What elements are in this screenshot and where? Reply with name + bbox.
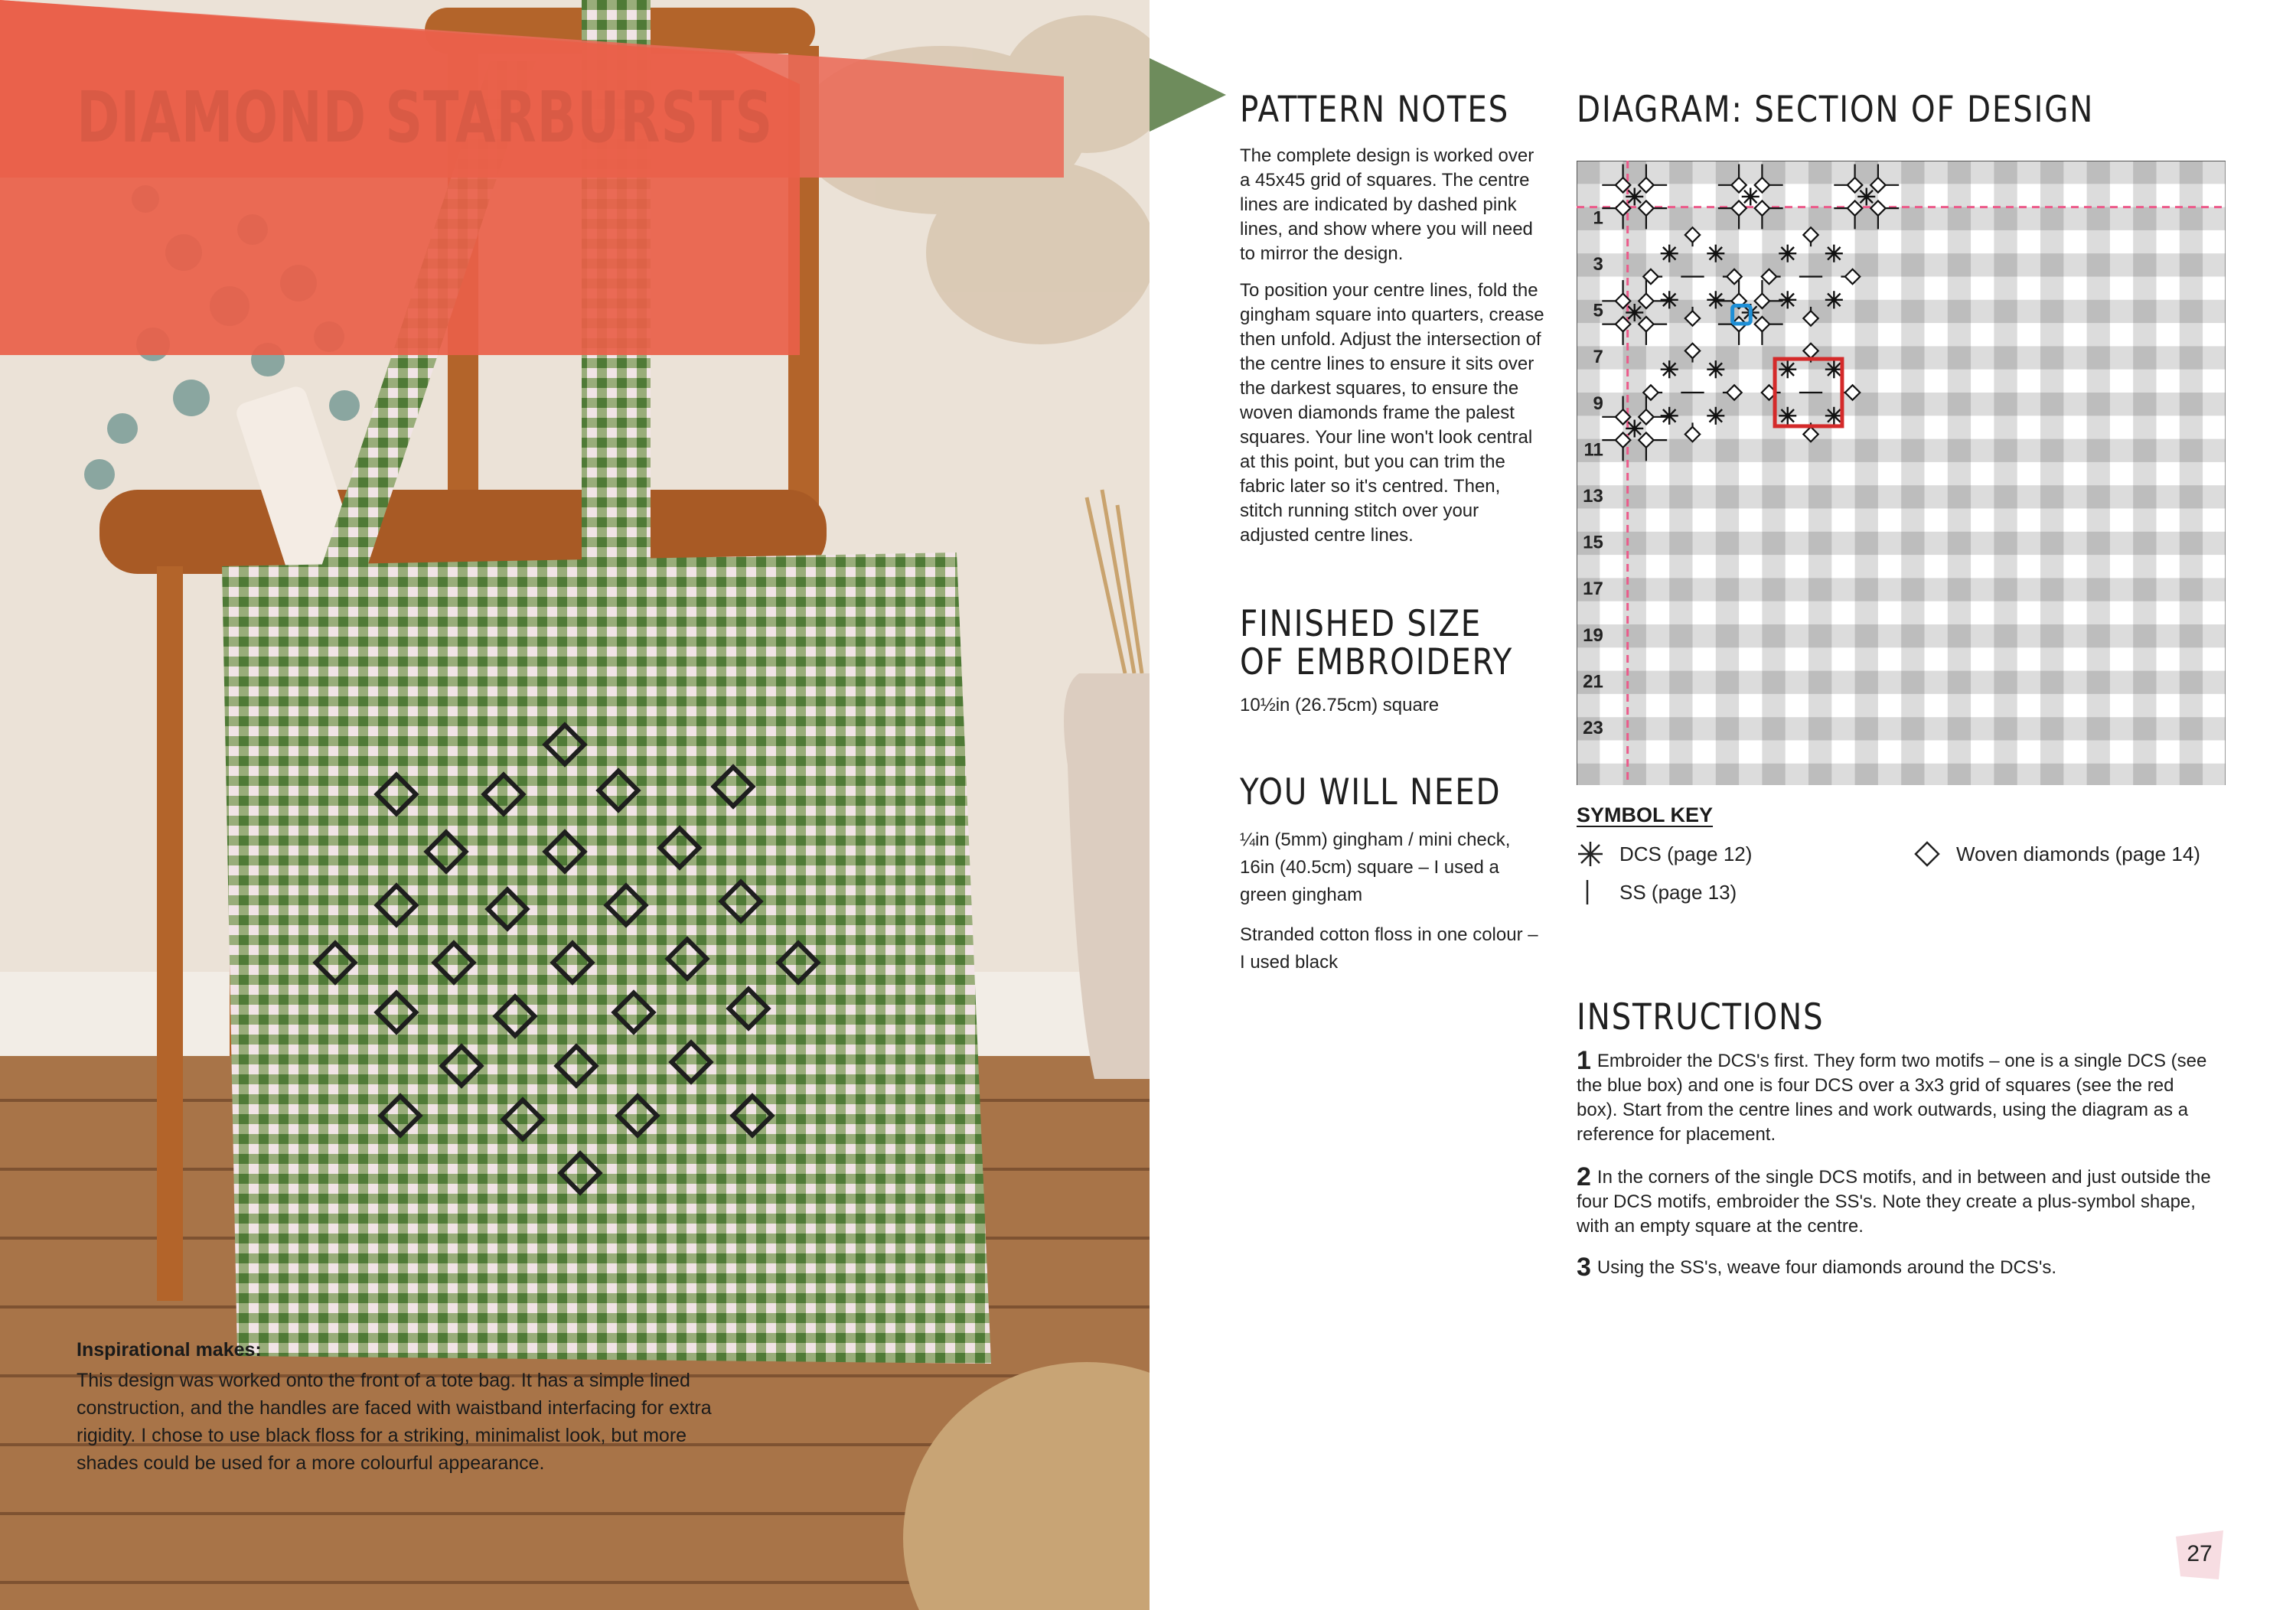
diagram-dark-square bbox=[1948, 207, 1971, 230]
diagram-dark-square bbox=[2087, 253, 2110, 276]
diagram-dark-square bbox=[2133, 253, 2156, 276]
diagram-dark-square bbox=[1994, 717, 2017, 740]
dcs-stitch bbox=[1661, 245, 1678, 262]
diagram-dark-square bbox=[1948, 717, 1971, 740]
diagram-dark-square bbox=[1994, 346, 2017, 369]
pattern-diagram-grid bbox=[1577, 161, 2226, 785]
diagram-dark-square bbox=[2040, 764, 2063, 785]
diagram-dark-square bbox=[1994, 532, 2017, 555]
dcs-stitch bbox=[1825, 407, 1843, 425]
diagram-dark-square bbox=[1577, 161, 1600, 184]
diagram-dark-square bbox=[2087, 624, 2110, 647]
diagram-dark-square bbox=[1901, 485, 1924, 508]
diagram-dark-square bbox=[1669, 207, 1692, 230]
diagram-dark-square bbox=[2040, 439, 2063, 462]
dcs-stitch bbox=[1707, 291, 1724, 308]
diagram-dark-square bbox=[2180, 161, 2203, 184]
tote-bag-body bbox=[222, 552, 991, 1364]
diagram-dark-square bbox=[2040, 671, 2063, 694]
dcs-stitch bbox=[1626, 304, 1643, 321]
diagram-dark-square bbox=[1762, 532, 1785, 555]
diagram-dark-square bbox=[2133, 717, 2156, 740]
dcs-stitch bbox=[1707, 407, 1724, 425]
dcs-stitch bbox=[1779, 245, 1796, 262]
pattern-diagram bbox=[1577, 161, 2226, 785]
diagram-dark-square bbox=[1669, 578, 1692, 601]
diagram-dark-square bbox=[1716, 764, 1739, 785]
diagram-dark-square bbox=[2087, 393, 2110, 416]
diagram-dark-square bbox=[1901, 532, 1924, 555]
diagram-dark-square bbox=[2040, 346, 2063, 369]
dcs-stitch bbox=[1779, 291, 1796, 308]
diagram-dark-square bbox=[1901, 300, 1924, 323]
instruction-step bbox=[1577, 1162, 2219, 1239]
diagram-dark-square bbox=[1948, 346, 1971, 369]
diagram-dark-square bbox=[2133, 393, 2156, 416]
diagram-dark-square bbox=[1855, 578, 1878, 601]
diagram-dark-square bbox=[1808, 485, 1831, 508]
diagram-dark-square bbox=[1901, 671, 1924, 694]
diagram-dark-square bbox=[2087, 485, 2110, 508]
diagram-dark-square bbox=[1855, 764, 1878, 785]
diagram-row-label: 15 bbox=[1583, 532, 1603, 553]
dcs-stitch bbox=[1857, 187, 1875, 205]
diagram-dark-square bbox=[1808, 439, 1831, 462]
instruction-step bbox=[1577, 1255, 2219, 1280]
diagram-row-label: 1 bbox=[1593, 207, 1603, 229]
diagram-dark-square bbox=[2180, 393, 2203, 416]
diagram-dark-square bbox=[1994, 439, 2017, 462]
diagram-dark-square bbox=[1994, 671, 2017, 694]
diagram-dark-square bbox=[1623, 485, 1646, 508]
dcs-stitch bbox=[1779, 360, 1796, 378]
diagram-dark-square bbox=[1716, 439, 1739, 462]
diagram-dark-square bbox=[2180, 624, 2203, 647]
diagram-dark-square bbox=[2180, 578, 2203, 601]
diagram-dark-square bbox=[1762, 624, 1785, 647]
diagram-dark-square bbox=[1994, 207, 2017, 230]
pattern-notes-heading: PATTERN NOTES bbox=[1240, 89, 1509, 131]
diagram-dark-square bbox=[2087, 300, 2110, 323]
diagram-dark-square bbox=[1808, 764, 1831, 785]
diagram-dark-square bbox=[2087, 578, 2110, 601]
instruction-number: 3 bbox=[1577, 1253, 1591, 1282]
you-will-need-item: Stranded cotton floss in one colour – I used black bbox=[1240, 924, 1538, 973]
diagram-dark-square bbox=[1994, 161, 2017, 184]
diagram-row-label: 21 bbox=[1583, 671, 1603, 693]
diagram-dark-square bbox=[1948, 578, 1971, 601]
diagram-dark-square bbox=[1994, 624, 2017, 647]
diagram-dark-square bbox=[1762, 485, 1785, 508]
symbol-key-label: DCS (page 12) bbox=[1619, 842, 1753, 865]
diagram-dark-square bbox=[2133, 300, 2156, 323]
diagram-row-label: 9 bbox=[1593, 393, 1603, 414]
diagram-dark-square bbox=[1855, 485, 1878, 508]
diagram-dark-square bbox=[2133, 532, 2156, 555]
finished-size-heading-line2: OF EMBROIDERY bbox=[1240, 641, 1514, 683]
instruction-text: Embroider the DCS's first. They form two motifs – one is a single DCS (see the blue box) and one is four DCS over a 3x3 grid of squares (see the red box). Start from the centre lines and work outwards, using the diagram as a reference for placement. bbox=[1577, 1051, 2207, 1145]
page-number: 27 bbox=[2187, 1541, 2213, 1566]
diagram-dark-square bbox=[1716, 485, 1739, 508]
diagram-dark-square bbox=[1901, 346, 1924, 369]
diagram-dark-square bbox=[2040, 300, 2063, 323]
symbol-key-item bbox=[1577, 878, 1737, 906]
diagram-dark-square bbox=[1623, 671, 1646, 694]
diagram-dark-square bbox=[1669, 485, 1692, 508]
inspirational-heading: Inspirational makes: bbox=[77, 1339, 262, 1361]
diagram-dark-square bbox=[2133, 346, 2156, 369]
pattern-notes-paragraph: To position your centre lines, fold the gingham square into quarters, crease then unfold. Adjust the intersection of the centre lines to ensure it sits over the darkest squares, to ensure the woven diamonds frame the palest squares. Your line won't look central at this point, but you can trim the fabric later so it's centred. Then, stitch running stitch over your adjusted centre lines. bbox=[1240, 280, 1544, 546]
diagram-dark-square bbox=[1901, 439, 1924, 462]
diagram-dark-square bbox=[1808, 393, 1831, 416]
instruction-step bbox=[1577, 1048, 2219, 1147]
you-will-need-heading: YOU WILL NEED bbox=[1240, 771, 1502, 813]
diagram-dark-square bbox=[1623, 624, 1646, 647]
diagram-dark-square bbox=[1855, 439, 1878, 462]
diagram-dark-square bbox=[1948, 624, 1971, 647]
dcs-stitch bbox=[1661, 360, 1678, 378]
diagram-dark-square bbox=[2087, 439, 2110, 462]
diagram-dark-square bbox=[2133, 439, 2156, 462]
inspirational-body: This design was worked onto the front of a tote bag. It has a simple lined construction, and the handles are faced with waistband interfacing for extra rigidity. I chose to use black floss for a striking, minimalist look, but more shades could be used for a more colourful appearance. bbox=[77, 1370, 712, 1474]
diagram-dark-square bbox=[1808, 253, 1831, 276]
diagram-dark-square bbox=[1855, 393, 1878, 416]
diagram-row-label: 11 bbox=[1583, 439, 1603, 461]
dcs-stitch bbox=[1825, 291, 1843, 308]
diagram-dark-square bbox=[1855, 624, 1878, 647]
diagram-dark-square bbox=[1716, 532, 1739, 555]
dcs-stitch bbox=[1825, 360, 1843, 378]
diagram-dark-square bbox=[1716, 717, 1739, 740]
diagram-row-label: 13 bbox=[1583, 486, 1603, 507]
diagram-dark-square bbox=[2087, 717, 2110, 740]
diagram-dark-square bbox=[1948, 671, 1971, 694]
diagram-dark-square bbox=[2040, 393, 2063, 416]
diagram-dark-square bbox=[2040, 485, 2063, 508]
diagram-dark-square bbox=[2133, 161, 2156, 184]
diagram-dark-square bbox=[1669, 717, 1692, 740]
diagram-dark-square bbox=[1901, 207, 1924, 230]
diagram-dark-square bbox=[2133, 764, 2156, 785]
diagram-dark-square bbox=[1669, 161, 1692, 184]
pattern-notes-body bbox=[1240, 144, 1546, 560]
diagram-dark-square bbox=[1994, 485, 2017, 508]
dcs-stitch bbox=[1825, 245, 1843, 262]
symbol-key-item bbox=[1577, 840, 1752, 868]
diagram-dark-square bbox=[1808, 578, 1831, 601]
diagram-dark-square bbox=[1577, 764, 1600, 785]
diamond-icon bbox=[1913, 840, 1956, 868]
diagram-row-label: 5 bbox=[1593, 300, 1603, 321]
diagram-dark-square bbox=[1808, 624, 1831, 647]
dcs-stitch bbox=[1779, 407, 1796, 425]
diagram-dark-square bbox=[1948, 764, 1971, 785]
diagram-dark-square bbox=[2040, 161, 2063, 184]
diagram-dark-square bbox=[2180, 253, 2203, 276]
diagram-dark-square bbox=[2040, 532, 2063, 555]
diagram-dark-square bbox=[1808, 532, 1831, 555]
diagram-dark-square bbox=[1901, 624, 1924, 647]
dcs-stitch bbox=[1661, 291, 1678, 308]
diagram-dark-square bbox=[1948, 300, 1971, 323]
diagram-dark-square bbox=[1948, 439, 1971, 462]
diagram-row-label: 23 bbox=[1583, 718, 1603, 739]
diagram-dark-square bbox=[2180, 764, 2203, 785]
diagram-row-label: 3 bbox=[1593, 254, 1603, 275]
pattern-notes-paragraph: The complete design is worked over a 45x45 grid of squares. The centre lines are indicated by dashed pink lines, and show where you will need to mirror the design. bbox=[1240, 145, 1534, 264]
diagram-dark-square bbox=[1948, 485, 1971, 508]
symbol-key-heading: SYMBOL KEY bbox=[1577, 803, 1714, 826]
instructions-heading: INSTRUCTIONS bbox=[1577, 996, 1825, 1038]
diagram-dark-square bbox=[2087, 671, 2110, 694]
diagram-dark-square bbox=[1855, 717, 1878, 740]
instruction-number: 1 bbox=[1577, 1046, 1591, 1075]
diagram-dark-square bbox=[1623, 717, 1646, 740]
diagram-dark-square bbox=[1994, 253, 2017, 276]
diagram-dark-square bbox=[1855, 532, 1878, 555]
diagram-dark-square bbox=[1855, 346, 1878, 369]
diagram-dark-square bbox=[2133, 671, 2156, 694]
diagram-dark-square bbox=[1855, 253, 1878, 276]
inspirational-band bbox=[0, 0, 800, 355]
diagram-dark-square bbox=[1901, 161, 1924, 184]
diagram-dark-square bbox=[1808, 717, 1831, 740]
diagram-dark-square bbox=[1994, 300, 2017, 323]
diagram-dark-square bbox=[1901, 717, 1924, 740]
diagram-dark-square bbox=[1901, 578, 1924, 601]
diagram-dark-square bbox=[2040, 624, 2063, 647]
diagram-dark-square bbox=[2040, 578, 2063, 601]
dcs-stitch bbox=[1707, 360, 1724, 378]
diagram-dark-square bbox=[2133, 578, 2156, 601]
diagram-dark-square bbox=[1762, 764, 1785, 785]
diagram-dark-square bbox=[1994, 764, 2017, 785]
diagram-dark-square bbox=[1669, 624, 1692, 647]
symbol-key-label: SS (page 13) bbox=[1619, 880, 1737, 904]
diagram-dark-square bbox=[1901, 253, 1924, 276]
diagram-dark-square bbox=[1994, 393, 2017, 416]
finished-size-value: 10½in (26.75cm) square bbox=[1240, 695, 1440, 715]
diagram-dark-square bbox=[1762, 671, 1785, 694]
diagram-dark-square bbox=[1901, 393, 1924, 416]
diagram-dark-square bbox=[2180, 485, 2203, 508]
diagram-dark-square bbox=[2180, 717, 2203, 740]
diagram-dark-square bbox=[1669, 671, 1692, 694]
diagram-dark-square bbox=[1994, 578, 2017, 601]
symbol-key-item bbox=[1913, 840, 2200, 868]
diagram-dark-square bbox=[1948, 253, 1971, 276]
diagram-dark-square bbox=[1623, 764, 1646, 785]
diagram-dark-square bbox=[1716, 624, 1739, 647]
diagram-dark-square bbox=[2180, 671, 2203, 694]
diagram-dark-square bbox=[2180, 439, 2203, 462]
diagram-dark-square bbox=[1901, 764, 1924, 785]
diagram-dark-square bbox=[2087, 764, 2110, 785]
vertical-line-icon bbox=[1577, 878, 1619, 906]
diagram-dark-square bbox=[1669, 764, 1692, 785]
diagram-dark-square bbox=[1623, 346, 1646, 369]
instruction-text: Using the SS's, weave four diamonds around the DCS's. bbox=[1596, 1257, 2057, 1278]
diagram-dark-square bbox=[2040, 717, 2063, 740]
diagram-dark-square bbox=[2087, 161, 2110, 184]
diagram-dark-square bbox=[1623, 578, 1646, 601]
diagram-dark-square bbox=[2133, 624, 2156, 647]
symbol-key-label: Woven diamonds (page 14) bbox=[1956, 842, 2200, 865]
diagram-row-label: 7 bbox=[1593, 347, 1603, 368]
dcs-stitch bbox=[1707, 245, 1724, 262]
asterisk-icon bbox=[1577, 840, 1619, 868]
diagram-dark-square bbox=[2180, 532, 2203, 555]
diagram-dark-square bbox=[2180, 346, 2203, 369]
diagram-dark-square bbox=[1716, 671, 1739, 694]
diagram-dark-square bbox=[1762, 439, 1785, 462]
diagram-row-label: 17 bbox=[1583, 578, 1603, 600]
diagram-dark-square bbox=[2087, 346, 2110, 369]
diagram-dark-square bbox=[1762, 578, 1785, 601]
diagram-dark-square bbox=[1623, 253, 1646, 276]
diagram-heading: DIAGRAM: SECTION OF DESIGN bbox=[1577, 89, 2095, 131]
you-will-need-item: ¼in (5mm) gingham / mini check, 16in (40.5cm) square – I used a green gingham bbox=[1240, 829, 1511, 905]
diagram-dark-square bbox=[2180, 207, 2203, 230]
diagram-dark-square bbox=[1808, 671, 1831, 694]
diagram-row-label: 19 bbox=[1583, 624, 1603, 646]
diagram-dark-square bbox=[1762, 717, 1785, 740]
diagram-dark-square bbox=[1808, 207, 1831, 230]
diagram-dark-square bbox=[2040, 207, 2063, 230]
diagram-dark-square bbox=[2180, 300, 2203, 323]
diagram-dark-square bbox=[1669, 439, 1692, 462]
diagram-dark-square bbox=[2133, 485, 2156, 508]
instruction-text: In the corners of the single DCS motifs, and in between and just outside the four DCS motifs, embroider the SS's. Note they create a plus-symbol shape, with an empty square at the centre. bbox=[1577, 1167, 2211, 1237]
section-arrow-icon bbox=[1150, 58, 1226, 132]
dcs-stitch bbox=[1661, 407, 1678, 425]
diagram-dark-square bbox=[2040, 253, 2063, 276]
dcs-stitch bbox=[1742, 187, 1760, 205]
diagram-dark-square bbox=[1855, 300, 1878, 323]
diagram-dark-square bbox=[1948, 393, 1971, 416]
diagram-dark-square bbox=[1716, 578, 1739, 601]
finished-size-heading: FINISHED SIZE bbox=[1240, 603, 1482, 645]
diagram-dark-square bbox=[1948, 161, 1971, 184]
page-number-tab bbox=[2176, 1530, 2223, 1579]
instruction-number: 2 bbox=[1577, 1162, 1591, 1191]
diagram-dark-square bbox=[1948, 532, 1971, 555]
dcs-stitch bbox=[1626, 187, 1643, 205]
diagram-dark-square bbox=[1808, 161, 1831, 184]
diagram-dark-square bbox=[1623, 532, 1646, 555]
diagram-dark-square bbox=[2133, 207, 2156, 230]
diagram-dark-square bbox=[2087, 532, 2110, 555]
diagram-dark-square bbox=[2087, 207, 2110, 230]
dcs-stitch bbox=[1626, 419, 1643, 437]
diagram-dark-square bbox=[1669, 532, 1692, 555]
diagram-dark-square bbox=[1855, 671, 1878, 694]
you-will-need-list bbox=[1240, 826, 1546, 989]
